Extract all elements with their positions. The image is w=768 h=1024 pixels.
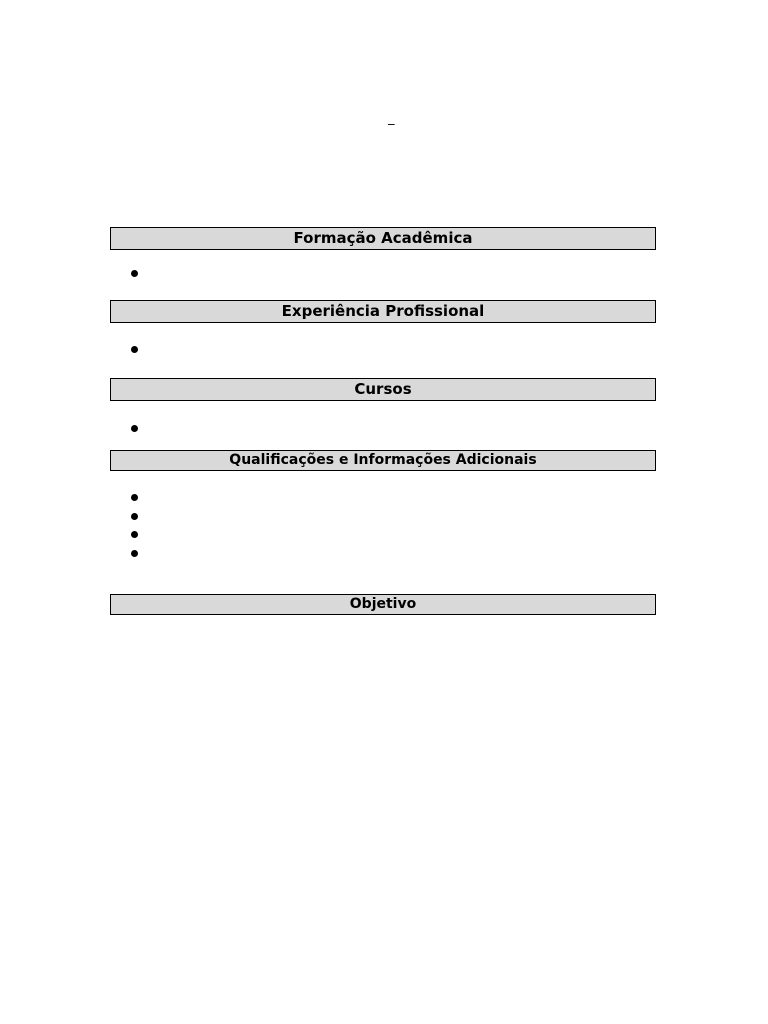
section-header-objetivo: Objetivo bbox=[110, 594, 656, 615]
bullet-item bbox=[131, 531, 138, 538]
bullet-item bbox=[131, 550, 138, 557]
top-mark: _ bbox=[388, 111, 395, 126]
section-header-experiencia-profissional: Experiência Profissional bbox=[110, 300, 656, 323]
bullet-item bbox=[131, 270, 138, 277]
section-header-qualificacoes: Qualificações e Informações Adicionais bbox=[110, 450, 656, 471]
bullet-item bbox=[131, 346, 138, 353]
bullet-item bbox=[131, 513, 138, 520]
section-header-cursos: Cursos bbox=[110, 378, 656, 401]
section-header-formacao-academica: Formação Acadêmica bbox=[110, 227, 656, 250]
bullet-item bbox=[131, 494, 138, 501]
bullet-item bbox=[131, 425, 138, 432]
